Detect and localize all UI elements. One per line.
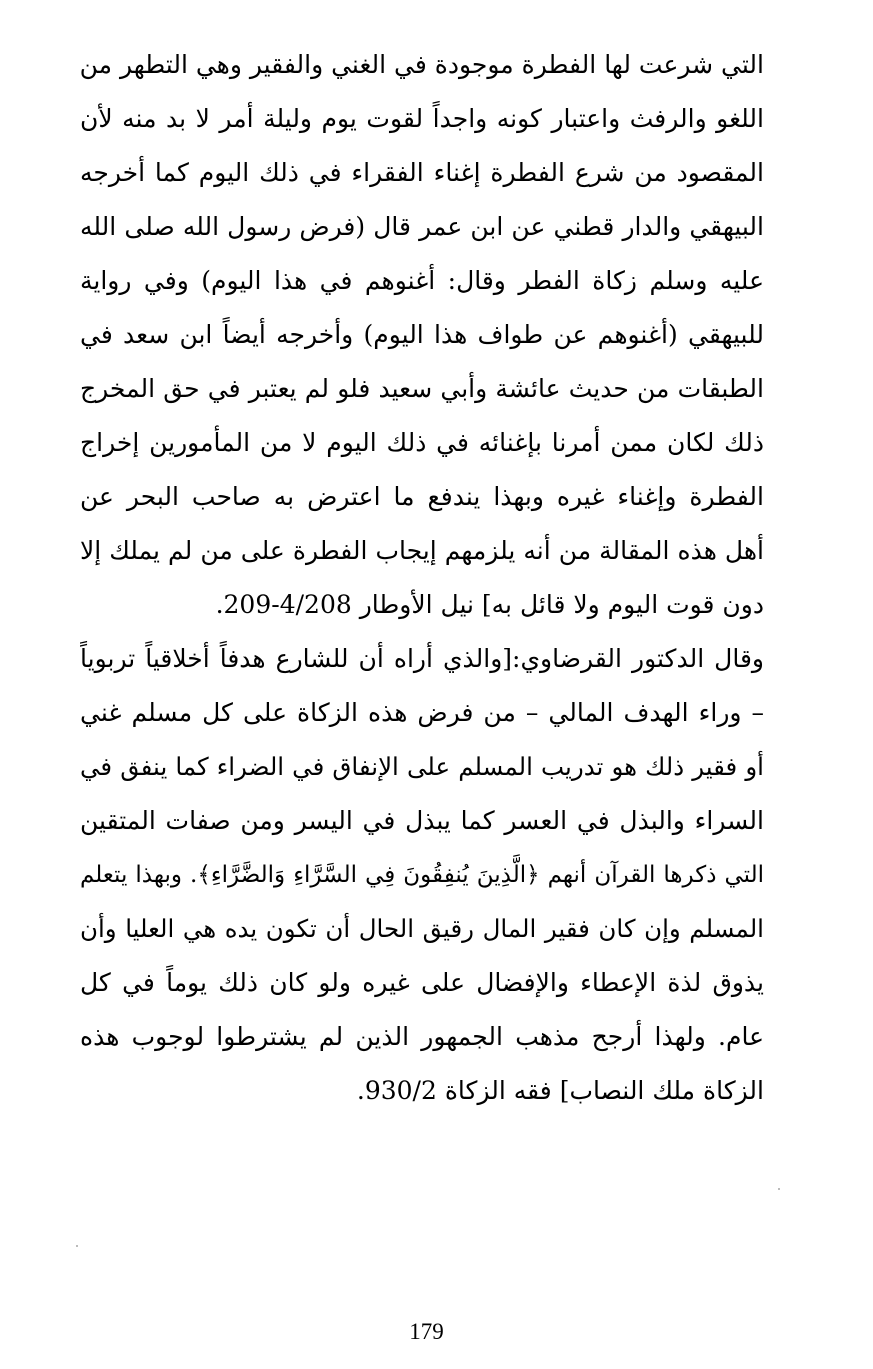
paragraph-fitr-condition — [80, 38, 764, 632]
text-line: للبيهقي (أغنوهم عن طواف هذا اليوم) وأخرجه أيضاً ابن سعد في — [80, 320, 764, 349]
text-line: المقصود من شرع الفطرة إغناء الفقراء في ذلك اليوم كما أخرجه — [80, 158, 764, 187]
text-line: الزكاة ملك النصاب] فقه الزكاة 930/2. — [356, 1076, 764, 1105]
text-line: عام. ولهذا أرجح مذهب الجمهور الذين لم يشترطوا لوجوب هذه — [80, 1022, 764, 1051]
text-line: الفطرة وإغناء غيره وبهذا يندفع ما اعترض به صاحب البحر عن — [80, 482, 764, 511]
scan-speck — [76, 1245, 78, 1247]
text-line: يذوق لذة الإعطاء والإفضال على غيره ولو كان ذلك يوماً في كل — [80, 968, 764, 997]
body-text — [80, 38, 764, 1118]
text-line: أهل هذه المقالة من أنه يلزمهم إيجاب الفطرة على من لم يملك إلا — [80, 536, 764, 565]
page-number: 179 — [409, 1319, 444, 1344]
text-line: المسلم وإن كان فقير المال رقيق الحال أن تكون يده هي العليا وأن — [80, 914, 764, 943]
text-line: الطبقات من حديث عائشة وأبي سعيد فلو لم يعتبر في حق المخرج — [80, 374, 764, 403]
text-line: البيهقي والدار قطني عن ابن عمر قال (فرض رسول الله صلى الله — [80, 212, 764, 241]
text-line-quran-verse: التي ذكرها القرآن أنهم ﴿الَّذِينَ يُنفِقُونَ فِي السَّرَّاءِ وَالضَّرَّاءِ﴾. وبهذا يتعلم — [80, 862, 764, 888]
text-line: اللغو والرفث واعتبار كونه واجداً لقوت يوم وليلة أمر لا بد منه لأن — [80, 104, 764, 133]
text-line: ذلك لكان ممن أمرنا بإغنائه في ذلك اليوم لا من المأمورين إخراج — [80, 428, 764, 457]
scan-speck — [778, 1188, 780, 1190]
paragraph-qaradawi-quote — [80, 632, 764, 1118]
text-line: عليه وسلم زكاة الفطر وقال: أغنوهم في هذا اليوم) وفي رواية — [80, 266, 764, 295]
text-line: التي شرعت لها الفطرة موجودة في الغني والفقير وهي التطهر من — [80, 50, 764, 79]
text-line: دون قوت اليوم ولا قائل به] نيل الأوطار 4/208-209. — [215, 590, 764, 619]
text-line: السراء والبذل في العسر كما يبذل في اليسر ومن صفات المتقين — [80, 806, 764, 835]
text-line: – وراء الهدف المالي – من فرض هذه الزكاة على كل مسلم غني — [80, 698, 764, 727]
text-line: أو فقير ذلك هو تدريب المسلم على الإنفاق في الضراء كما ينفق في — [80, 752, 764, 781]
text-line: وقال الدكتور القرضاوي:[والذي أراه أن للشارع هدفاً أخلاقياً تربوياً — [80, 644, 764, 673]
